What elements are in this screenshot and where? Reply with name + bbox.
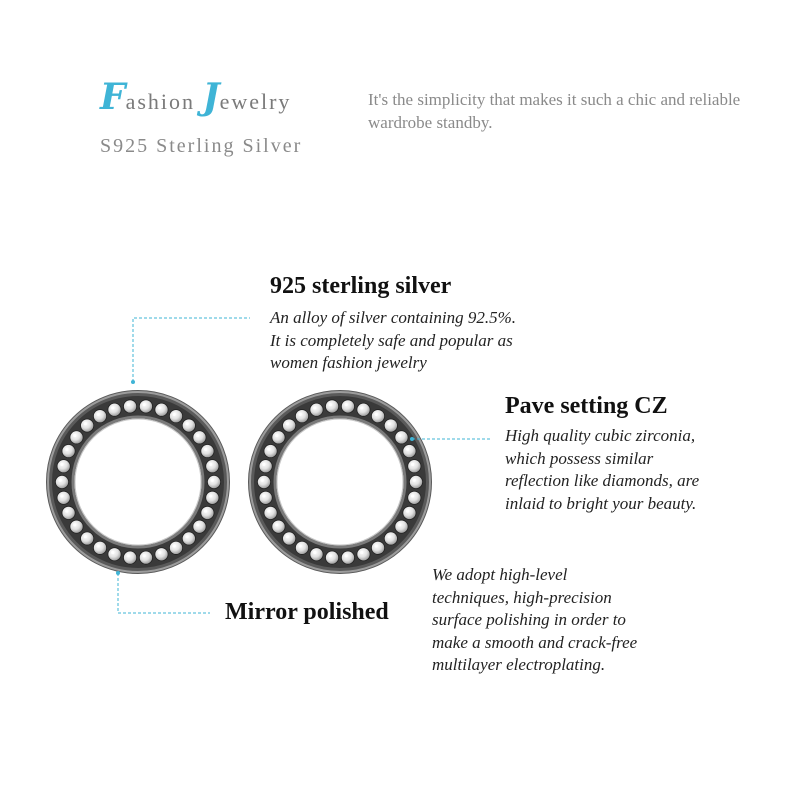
cz-stone — [310, 403, 323, 416]
feature-desc-mirror: We adopt high-level techniques, high-precision surface polishing in order to make a smooth and crack-free multilayer electroplating. — [432, 565, 638, 674]
cz-stone — [272, 431, 285, 444]
left-stud-earring — [48, 392, 228, 572]
cz-stone — [357, 548, 370, 561]
leader-line-mirror — [118, 573, 210, 613]
cz-stone — [341, 551, 354, 564]
cz-stone — [207, 475, 220, 488]
cz-stone — [182, 532, 195, 545]
cz-stone — [257, 475, 270, 488]
cz-stone — [93, 410, 106, 423]
feature-title-silver: 925 sterling silver — [270, 273, 452, 299]
brand-initial-f: F — [100, 76, 126, 118]
right-stud-earring — [250, 392, 430, 572]
cz-stone — [155, 403, 168, 416]
cz-stone — [408, 491, 421, 504]
cz-stone — [272, 520, 285, 533]
cz-stone — [93, 541, 106, 554]
cz-stone — [259, 491, 272, 504]
cz-stone — [193, 520, 206, 533]
cz-stone — [169, 541, 182, 554]
cz-stone — [182, 419, 195, 432]
cz-stone — [81, 419, 94, 432]
tagline: It's the simplicity that makes it such a chic and reliable wardrobe standby. — [368, 90, 741, 132]
brand-word-ashion: ashion — [125, 89, 203, 114]
cz-stone — [169, 410, 182, 423]
feature-title-mirror: Mirror polished — [225, 599, 389, 625]
cz-stone — [295, 541, 308, 554]
cz-stone — [384, 532, 397, 545]
cz-stone — [57, 460, 70, 473]
feature-desc-pave: High quality cubic zirconia, which possess similar reflection like diamonds, are inlaid to bright your beauty. — [505, 426, 700, 513]
cz-stone — [384, 419, 397, 432]
cz-stone — [57, 491, 70, 504]
leader-line-silver — [133, 318, 250, 382]
cz-stone — [206, 460, 219, 473]
cz-stone — [108, 403, 121, 416]
brand-word-ewelry: ewelry — [219, 89, 292, 114]
cz-stone — [395, 431, 408, 444]
cz-stone — [371, 410, 384, 423]
cz-stone — [70, 431, 83, 444]
cz-stone — [403, 506, 416, 519]
cz-stone — [259, 460, 272, 473]
brand-initial-j: J — [202, 76, 220, 118]
cz-stone — [201, 506, 214, 519]
cz-stone — [55, 475, 68, 488]
cz-stone — [62, 444, 75, 457]
cz-stone — [395, 520, 408, 533]
cz-stone — [155, 548, 168, 561]
cz-stone — [123, 400, 136, 413]
cz-stone — [283, 532, 296, 545]
cz-stone — [206, 491, 219, 504]
cz-stone — [201, 444, 214, 457]
cz-stone — [62, 506, 75, 519]
cz-stone — [139, 400, 152, 413]
feature-desc-silver: An alloy of silver containing 92.5%. It is completely safe and popular as women fashion jewelry — [270, 308, 516, 372]
cz-stone — [139, 551, 152, 564]
cz-stone — [409, 475, 422, 488]
cz-stone — [371, 541, 384, 554]
cz-stone — [403, 444, 416, 457]
cz-stone — [295, 410, 308, 423]
feature-title-pave: Pave setting CZ — [505, 393, 668, 419]
cz-stone — [108, 548, 121, 561]
cz-stone — [341, 400, 354, 413]
cz-stone — [264, 506, 277, 519]
cz-stone — [81, 532, 94, 545]
cz-stone — [310, 548, 323, 561]
cz-stone — [123, 551, 136, 564]
cz-stone — [70, 520, 83, 533]
cz-stone — [325, 551, 338, 564]
brand-subtitle: S925 Sterling Silver — [100, 135, 303, 157]
cz-stone — [193, 431, 206, 444]
cz-stone — [283, 419, 296, 432]
cz-stone — [408, 460, 421, 473]
cz-stone — [325, 400, 338, 413]
cz-stone — [357, 403, 370, 416]
cz-stone — [264, 444, 277, 457]
